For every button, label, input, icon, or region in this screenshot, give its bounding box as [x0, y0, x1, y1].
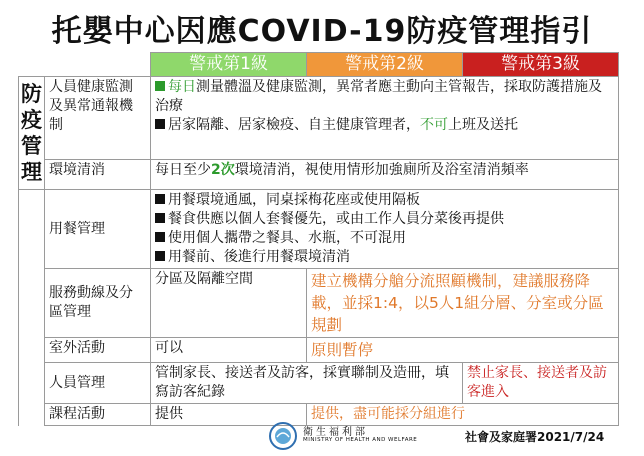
- row-environment: [19, 159, 619, 189]
- header-row: [19, 53, 619, 77]
- header-level3: 警戒第3級: [463, 53, 619, 77]
- category-environment: 環境清消: [45, 159, 151, 189]
- dining-item: 用餐前、後進行用餐環境清消: [168, 249, 350, 265]
- dining-item: 用餐環境通風，同桌採梅花座或使用隔板: [168, 192, 420, 208]
- black-square-icon: [155, 119, 165, 129]
- side-char: 疫: [21, 108, 42, 132]
- row-staff: [19, 363, 619, 404]
- black-square-icon: [155, 213, 165, 223]
- cell-dining: [151, 190, 619, 269]
- category-course: 課程活動: [45, 404, 151, 426]
- side-spacer: [19, 190, 45, 426]
- ministry-logo-icon: [268, 421, 298, 451]
- row-outdoor: [19, 338, 619, 363]
- black-square-icon: [155, 194, 165, 204]
- course-level23: 提供，盡可能採分組進行: [307, 404, 619, 426]
- guideline-table: [18, 52, 619, 426]
- row-dining: [19, 190, 619, 269]
- health-prefix: 每日: [168, 79, 196, 95]
- env-suffix: 環境清消，視使用情形加強廁所及浴室清消頻率: [234, 161, 529, 178]
- header-level1: 警戒第1級: [151, 53, 307, 77]
- side-char: 管: [21, 134, 42, 158]
- category-outdoor: 室外活動: [45, 338, 151, 363]
- black-square-icon: [155, 232, 165, 242]
- category-health: 人員健康監測及異常通報機制: [45, 77, 151, 160]
- category-staff: 人員管理: [45, 363, 151, 404]
- header-level2: 警戒第2級: [307, 53, 463, 77]
- outdoor-level23: 原則暫停: [307, 338, 619, 363]
- health-line2-prefix: 居家隔離、居家檢疫、自主健康管理者，: [168, 117, 420, 133]
- cell-environment: [151, 159, 619, 189]
- ministry-name-en: MINISTRY OF HEALTH AND WELFARE: [303, 437, 418, 443]
- header-blank: [19, 53, 151, 77]
- category-zoning: 服務動線及分區管理: [45, 269, 151, 338]
- green-square-icon: [155, 81, 165, 91]
- page-title: 托嬰中心因應COVID-19防疫管理指引: [51, 14, 593, 49]
- dining-item: 使用個人攜帶之餐具、水瓶，不可混用: [168, 230, 406, 246]
- zoning-level23: 建立機構分艙分流照顧機制，建議服務降載，並採1:4，以5人1組分層、分室或分區規劃: [307, 269, 619, 338]
- cell-health: [151, 77, 619, 160]
- health-line1: 測量體溫及健康監測，異常者應主動向主管報告，採取防護措施及治療: [155, 79, 602, 114]
- course-level1: 提供: [151, 404, 307, 426]
- zoning-level1: 分區及隔離空間: [151, 269, 307, 338]
- issuer-date: 社會及家庭署2021/7/24: [465, 430, 605, 444]
- side-char: 防: [21, 82, 42, 106]
- health-line2-suffix: 上班及送托: [448, 117, 518, 133]
- dining-item: 餐食供應以個人套餐優先，或由工作人員分菜後再提供: [168, 211, 504, 227]
- staff-level12: 管制家長、接送者及訪客，採實聯制及造冊，填寫訪客紀錄: [151, 363, 463, 404]
- staff-level3: 禁止家長、接送者及訪客進入: [463, 363, 619, 404]
- category-dining: 用餐管理: [45, 190, 151, 269]
- ministry-name: 衛生福利部: [303, 427, 368, 438]
- side-char: 理: [21, 160, 42, 184]
- env-highlight: 2次: [211, 161, 235, 178]
- health-line2-green: 不可: [420, 117, 448, 133]
- env-prefix: 每日至少: [155, 161, 211, 178]
- side-label: [19, 77, 45, 190]
- black-square-icon: [155, 251, 165, 261]
- row-zoning: [19, 269, 619, 338]
- row-health: [19, 77, 619, 160]
- outdoor-level1: 可以: [151, 338, 307, 363]
